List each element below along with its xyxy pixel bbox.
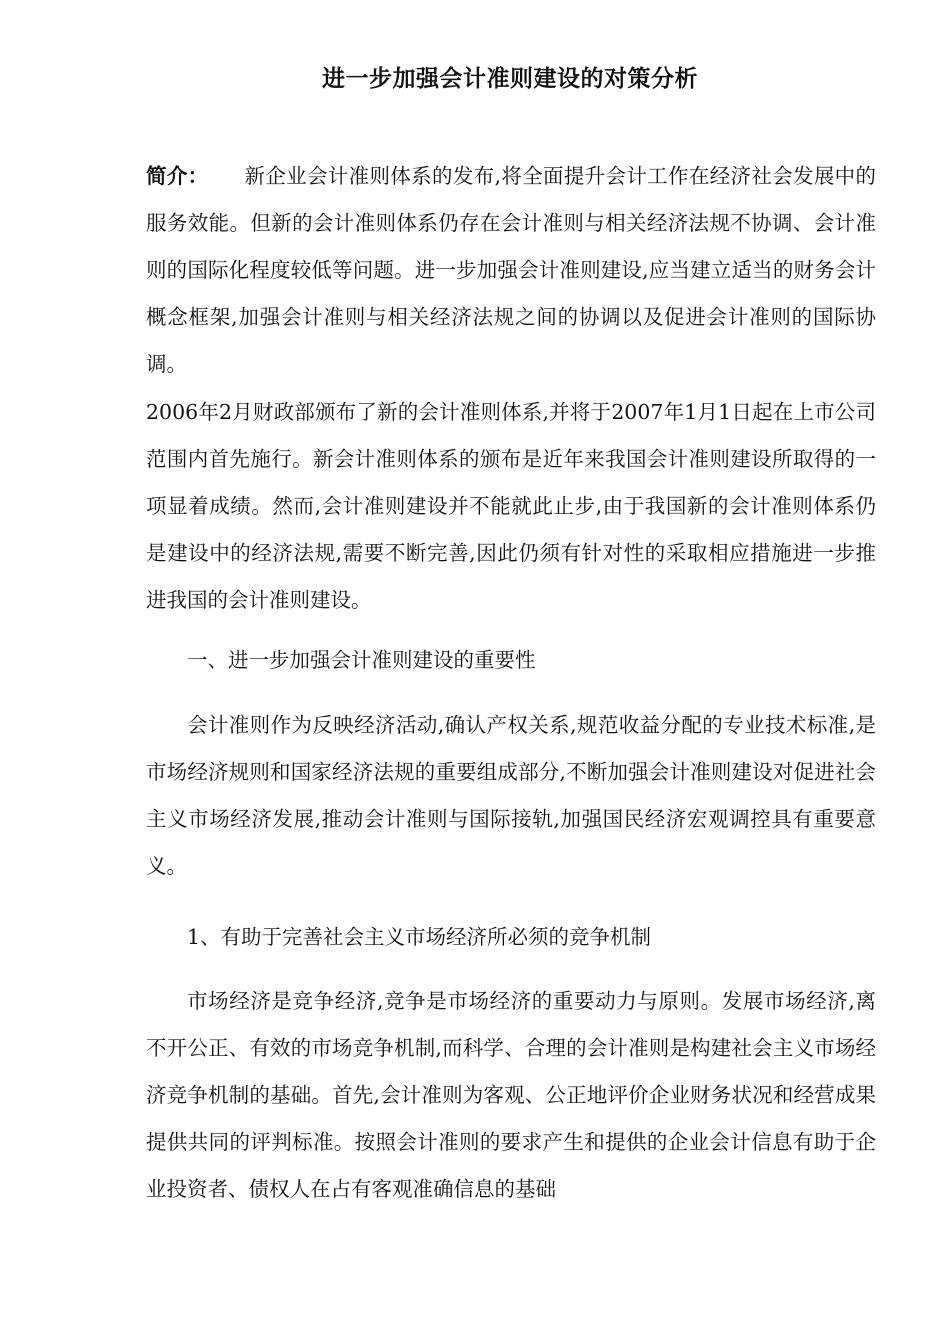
document-title: 进一步加强会计准则建设的对策分析: [322, 65, 698, 92]
intro-text: 新企业会计准则体系的发布,将全面提升会计工作在经济社会发展中的服务效能。但新的会计准则体系仍存在会计准则与相关经济法规不协调、会计准则的国际化程度较低等问题。进一步加强会计准则建设,应当建立适当的财务会计概念框架,加强会计准则与相关经济法规之间的协调以及促进会计准则的国际协调。: [146, 164, 877, 376]
section-heading-2: 1、有助于完善社会主义市场经济所必须的竞争机制: [187, 925, 652, 949]
intro-paragraph: [146, 153, 876, 388]
body-paragraph-2: 会计准则作为反映经济活动,确认产权关系,规范收益分配的专业技术标准,是市场经济规则和国家经济法规的重要组成部分,不断加强会计准则建设对促进社会主义市场经济发展,推动会计准则与国际接轨,加强国民经济宏观调控具有重要意义。: [146, 713, 876, 878]
section-heading-1: 一、进一步加强会计准则建设的重要性: [187, 648, 536, 672]
intro-label: 简介：: [146, 164, 209, 188]
body-paragraph-3: 市场经济是竞争经济,竞争是市场经济的重要动力与原则。发展市场经济,离不开公正、有效的市场竞争机制,而科学、合理的会计准则是构建社会主义市场经济竞争机制的基础。首先,会计准则为客观、公正地评价企业财务状况和经营成果提供共同的评判标准。按照会计准则的要求产生和提供的企业会计信息有助于企业投资者、债权人在占有客观准确信息的基础: [146, 989, 876, 1201]
body-paragraph-1: 2006年2月财政部颁布了新的会计准则体系,并将于2007年1月1日起在上市公司范围内首先施行。新会计准则体系的颁布是近年来我国会计准则建设所取得的一项显着成绩。然而,会计准则建设并不能就此止步,由于我国新的会计准则体系仍是建设中的经济法规,需要不断完善,因此仍须有针对性的采取相应措施进一步推进我国的会计准则建设。: [146, 400, 876, 612]
